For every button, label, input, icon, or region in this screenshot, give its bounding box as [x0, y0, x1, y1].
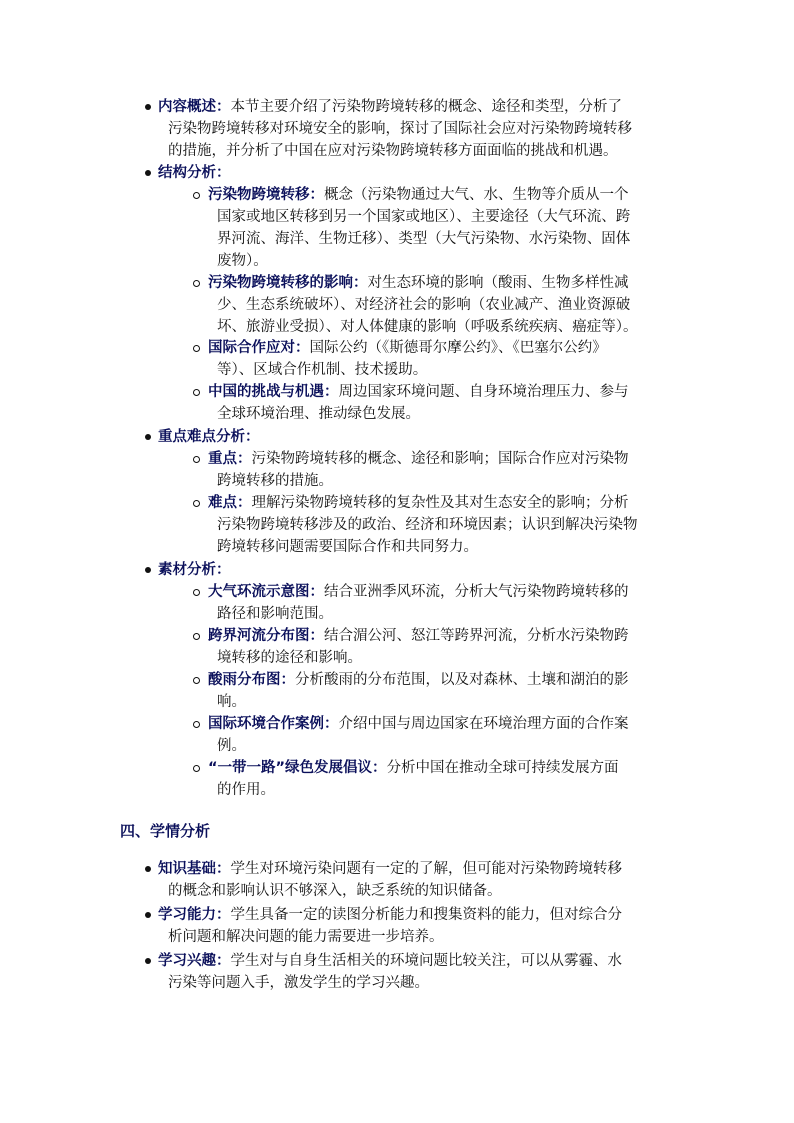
structure-item-text: 国际公约（《斯德哥尔摩公约》、《巴塞尔公约》: [309, 340, 607, 356]
overview-text-3: 的措施，并分析了中国在应对污染物跨境转移方面面临的挑战和机遇。: [168, 143, 618, 159]
keypoints-item-label: 重点：: [208, 451, 252, 467]
circle-bullet: [193, 589, 200, 596]
structure-item-text: 全球环境治理、推动绿色发展。: [217, 406, 420, 422]
structure-item-label: 中国的挑战与机遇：: [208, 384, 339, 400]
student-item-text: 析问题和解决问题的能力需要进一步培养。: [168, 929, 444, 945]
section-heading: 四、学情分析: [120, 822, 211, 840]
structure-item-text: 对生态环境的影响（酸雨、生物多样性减: [367, 275, 629, 291]
keypoints-item-text: 污染物跨境转移涉及的政治、经济和环境因素；认识到解决污染物: [217, 517, 638, 533]
student-item-text: 学生具备一定的读图分析能力和搜集资料的能力，但对综合分: [230, 907, 622, 923]
circle-bullet: [193, 633, 200, 640]
student-item-2: [0, 904, 678, 948]
bullet-dot: [145, 958, 151, 964]
structure-item-text: 周边国家环境问题、自身环境治理压力、参与: [338, 384, 629, 400]
student-item-text: 污染等问题入手，激发学生的学习兴趣。: [168, 975, 429, 991]
bullet-structure: [0, 162, 678, 184]
material-item-text: 结合湄公河、怒江等跨界河流，分析水污染物跨: [324, 628, 629, 644]
material-item-text: 介绍中国与周边国家在环境治理方面的合作案: [338, 716, 629, 732]
overview-label: 内容概述：: [158, 99, 231, 115]
keypoints-item-2: [0, 492, 678, 558]
circle-bullet: [193, 500, 200, 507]
material-item-1: [0, 581, 678, 625]
keypoints-item-text: 跨境转移问题需要国际合作和共同努力。: [217, 539, 478, 555]
student-item-label: 学习能力：: [158, 907, 231, 923]
material-item-text: 分析中国在推动全球可持续发展方面: [386, 760, 619, 776]
structure-item-text: 少、生态系统破坏）、对经济社会的影响（农业减产、渔业资源破: [217, 297, 631, 313]
circle-bullet: [193, 345, 200, 352]
overview-text-2: 污染物跨境转移对环境安全的影响，探讨了国际社会应对污染物跨境转移: [168, 121, 632, 137]
structure-label: 结构分析：: [158, 165, 231, 181]
bullet-dot: [145, 866, 151, 872]
material-item-text: 路径和影响范围。: [217, 606, 333, 622]
keypoints-item-text: 理解污染物跨境转移的复杂性及其对生态安全的影响；分析: [251, 495, 629, 511]
bullet-keypoints: [0, 426, 678, 448]
keypoints-item-1: [0, 448, 678, 492]
circle-bullet: [193, 192, 200, 199]
circle-bullet: [193, 389, 200, 396]
keypoints-item-text: 污染物跨境转移的概念、途径和影响；国际合作应对污染物: [251, 451, 629, 467]
student-item-text: 的概念和影响认识不够深入，缺乏系统的知识储备。: [168, 883, 502, 899]
bullet-dot: [145, 170, 151, 176]
circle-bullet: [193, 280, 200, 287]
structure-item-label: 国际合作应对：: [208, 340, 310, 356]
material-item-4: [0, 713, 678, 757]
material-item-5: [0, 757, 678, 801]
bullet-dot: [145, 567, 151, 573]
student-item-3: [0, 950, 678, 994]
material-item-label: 跨界河流分布图：: [208, 628, 324, 644]
student-item-text: 学生对环境污染问题有一定的了解，但可能对污染物跨境转移: [230, 861, 622, 877]
material-item-text: 分析酸雨的分布范围，以及对森林、土壤和湖泊的影: [295, 672, 629, 688]
material-label: 素材分析：: [158, 562, 231, 578]
structure-item-text: 坏、旅游业受损）、对人体健康的影响（呼吸系统疾病、癌症等）。: [217, 319, 638, 335]
material-item-label: 大气环流示意图：: [208, 584, 324, 600]
student-item-label: 学习兴趣：: [158, 953, 231, 969]
structure-item-text: 界河流、海洋、生物迁移）、类型（大气污染物、水污染物、固体: [217, 231, 631, 247]
student-item-label: 知识基础：: [158, 861, 231, 877]
keypoints-item-label: 难点：: [208, 495, 252, 511]
student-item-1: [0, 858, 678, 902]
circle-bullet: [193, 677, 200, 684]
material-item-text: 结合亚洲季风环流，分析大气污染物跨境转移的: [324, 584, 629, 600]
material-item-3: [0, 669, 678, 713]
circle-bullet: [193, 765, 200, 772]
keypoints-item-text: 跨境转移的措施。: [217, 473, 333, 489]
material-item-label: 酸雨分布图：: [208, 672, 295, 688]
keypoints-label: 重点难点分析：: [158, 429, 260, 445]
structure-item-2: [0, 272, 678, 338]
structure-item-text: 等）、区域合作机制、技术援助。: [217, 362, 428, 378]
structure-item-1: [0, 184, 678, 272]
circle-bullet: [193, 721, 200, 728]
bullet-dot: [145, 912, 151, 918]
material-item-label: 国际环境合作案例：: [208, 716, 339, 732]
student-item-text: 学生对与自身生活相关的环境问题比较关注，可以从雾霾、水: [230, 953, 622, 969]
material-item-text: 例。: [217, 738, 246, 754]
structure-item-3: [0, 337, 678, 381]
material-item-label: “一带一路”绿色发展倡议：: [208, 760, 387, 776]
bullet-dot: [145, 104, 151, 110]
material-item-text: 的作用。: [217, 782, 275, 798]
structure-item-text: 概念（污染物通过大气、水、生物等介质从一个: [324, 187, 629, 203]
material-item-2: [0, 625, 678, 669]
structure-item-label: 污染物跨境转移的影响：: [208, 275, 368, 291]
material-item-text: 响。: [217, 694, 246, 710]
bullet-material: [0, 559, 678, 581]
structure-item-label: 污染物跨境转移：: [208, 187, 324, 203]
overview-text-1: 本节主要介绍了污染物跨境转移的概念、途径和类型，分析了: [230, 99, 622, 115]
bullet-overview: [0, 96, 678, 162]
material-item-text: 境转移的途径和影响。: [217, 650, 362, 666]
structure-item-text: 国家或地区转移到另一个国家或地区）、主要途径（大气环流、跨: [217, 209, 631, 225]
structure-item-4: [0, 381, 678, 425]
bullet-dot: [145, 434, 151, 440]
structure-item-text: 废物）。: [217, 253, 268, 269]
circle-bullet: [193, 456, 200, 463]
